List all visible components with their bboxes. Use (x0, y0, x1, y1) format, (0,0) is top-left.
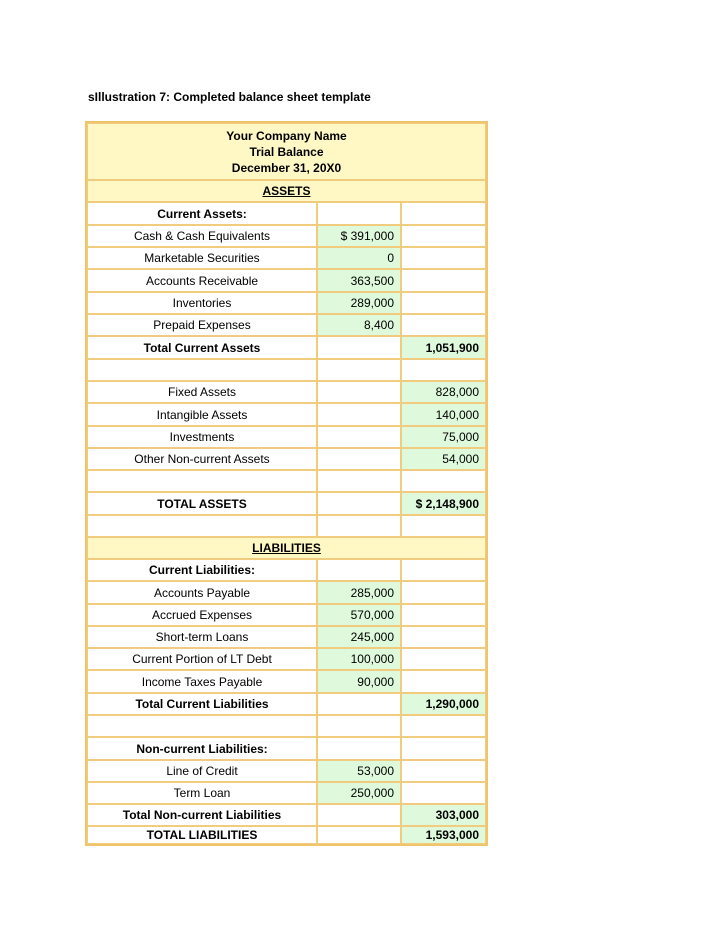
row-total: 828,000 (401, 381, 486, 403)
blank-row (87, 470, 486, 492)
row-value: 53,000 (317, 760, 401, 782)
row-label: Income Taxes Payable (87, 670, 317, 693)
table-row (87, 225, 486, 247)
row-value: 100,000 (317, 648, 401, 670)
row-total: $ 2,148,900 (401, 492, 486, 515)
table-row (87, 269, 486, 292)
row-label: TOTAL ASSETS (87, 492, 317, 515)
total-noncurrent-liabilities-row (87, 804, 486, 826)
row-value: 285,000 (317, 581, 401, 604)
row-value: 8,400 (317, 314, 401, 336)
report-title: Trial Balance (249, 144, 324, 159)
current-assets-label-row (87, 202, 486, 225)
row-label: Total Current Liabilities (87, 693, 317, 715)
row-label: Marketable Securities (87, 247, 317, 269)
table-row (87, 448, 486, 470)
row-total: 75,000 (401, 426, 486, 448)
balance-sheet (85, 121, 488, 846)
row-value: $ 391,000 (317, 225, 401, 247)
blank-row (87, 515, 486, 537)
row-label: Total Current Assets (87, 336, 317, 359)
row-label: Cash & Cash Equivalents (87, 225, 317, 247)
assets-heading: ASSETS (262, 184, 311, 198)
row-value: 289,000 (317, 292, 401, 314)
row-label: Line of Credit (87, 760, 317, 782)
table-row (87, 581, 486, 604)
table-row (87, 626, 486, 648)
row-label: Inventories (87, 292, 317, 314)
row-total: 1,593,000 (401, 826, 486, 844)
table-row (87, 403, 486, 426)
row-value: 250,000 (317, 782, 401, 804)
row-label: Accounts Payable (87, 581, 317, 604)
liabilities-heading: LIABILITIES (252, 541, 321, 555)
table-row (87, 292, 486, 314)
row-label: Accounts Receivable (87, 269, 317, 292)
row-value: 245,000 (317, 626, 401, 648)
row-value: 570,000 (317, 604, 401, 626)
row-total: 54,000 (401, 448, 486, 470)
row-label: Total Non-current Liabilities (87, 804, 317, 826)
company-name: Your Company Name (226, 128, 347, 143)
report-date: December 31, 20X0 (231, 160, 342, 175)
row-label: Prepaid Expenses (87, 314, 317, 336)
total-current-liabilities-row (87, 693, 486, 715)
current-liabilities-label-row (87, 559, 486, 581)
table-row (87, 381, 486, 403)
table-row (87, 670, 486, 693)
row-value: 0 (317, 247, 401, 269)
row-label: Term Loan (87, 782, 317, 804)
table-row (87, 426, 486, 448)
table-row (87, 247, 486, 269)
table-row (87, 760, 486, 782)
table-row (87, 314, 486, 336)
row-label: Current Portion of LT Debt (87, 648, 317, 670)
row-value: 363,500 (317, 269, 401, 292)
sheet-header (87, 123, 486, 180)
noncurrent-liabilities-label-row (87, 737, 486, 760)
total-current-assets-row (87, 336, 486, 359)
row-total: 140,000 (401, 403, 486, 426)
row-label: Accrued Expenses (87, 604, 317, 626)
row-label: Short-term Loans (87, 626, 317, 648)
current-liabilities-label: Current Liabilities: (87, 559, 317, 581)
current-assets-label: Current Assets: (87, 202, 317, 225)
table-row (87, 604, 486, 626)
row-total: 1,051,900 (401, 336, 486, 359)
total-liabilities-row (87, 826, 486, 844)
row-label: Fixed Assets (87, 381, 317, 403)
table-row (87, 782, 486, 804)
blank-row (87, 715, 486, 737)
figure-caption: sIllustration 7: Completed balance sheet template (88, 90, 371, 104)
row-total: 303,000 (401, 804, 486, 826)
row-label: Other Non-current Assets (87, 448, 317, 470)
row-label: TOTAL LIABILITIES (87, 826, 317, 844)
row-total: 1,290,000 (401, 693, 486, 715)
row-label: Investments (87, 426, 317, 448)
row-value: 90,000 (317, 670, 401, 693)
total-assets-row (87, 492, 486, 515)
table-row (87, 648, 486, 670)
noncurrent-liabilities-label: Non-current Liabilities: (87, 737, 317, 760)
row-label: Intangible Assets (87, 403, 317, 426)
blank-row (87, 359, 486, 381)
liabilities-heading-row (87, 537, 486, 559)
assets-heading-row (87, 180, 486, 202)
